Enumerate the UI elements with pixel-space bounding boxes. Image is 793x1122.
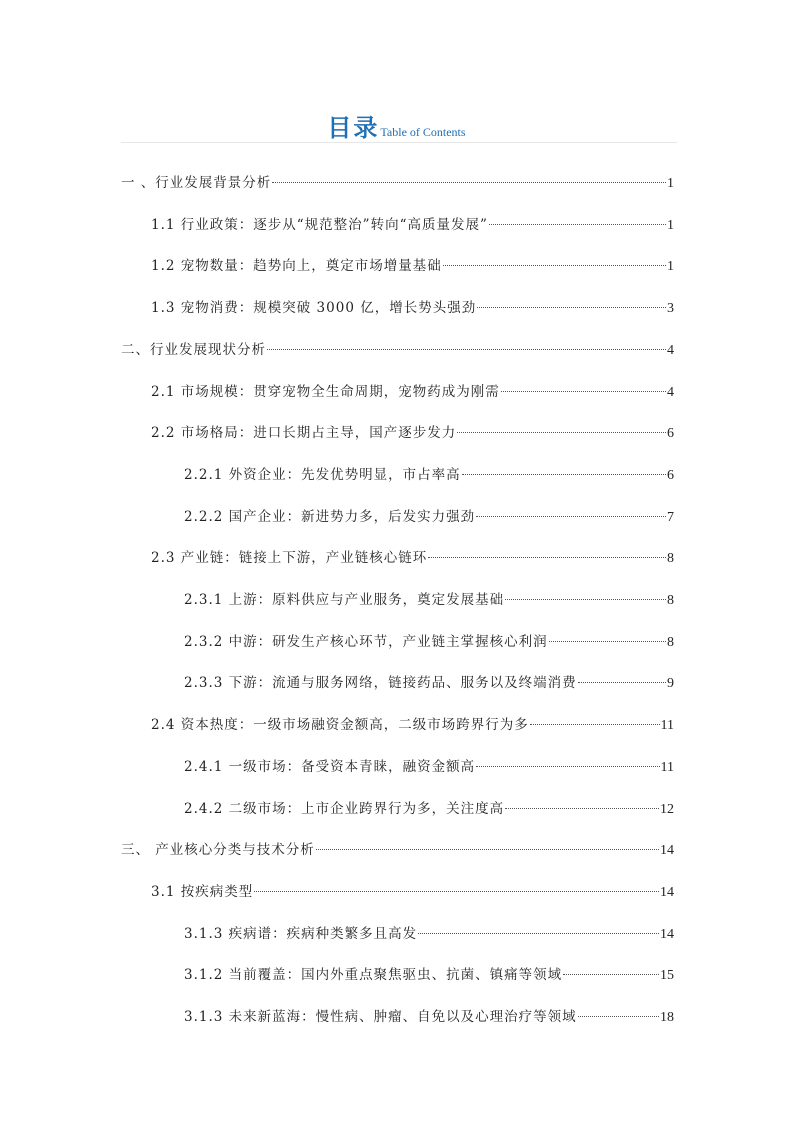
dot-leader [578, 682, 666, 683]
toc-entry-title: 3.1.3 疾病谱：疾病种类繁多且高发 [184, 925, 418, 942]
dot-leader [563, 974, 659, 975]
toc-entry-page-number: 1 [667, 176, 674, 191]
dot-leader [462, 474, 666, 475]
toc-entry[interactable] [184, 800, 674, 819]
dot-leader [457, 432, 666, 433]
toc-title-chinese: 目录 [327, 114, 380, 142]
dot-leader [418, 933, 659, 934]
toc-entry-title: 2.3.1 上游：原料供应与产业服务，奠定发展基础 [184, 592, 505, 608]
toc-entry-page-number: 11 [660, 718, 674, 734]
toc-entry-title: 2.3 产业链：链接上下游，产业链核心链环 [151, 550, 428, 567]
toc-entry-title: 2.4.1 一级市场：备受资本青睐，融资金额高 [184, 758, 476, 775]
dot-leader [272, 182, 666, 183]
dot-leader [501, 391, 666, 392]
toc-entry-title: 2.2 市场格局：进口长期占主导，国产逐步发力 [151, 425, 457, 442]
toc-entry[interactable] [151, 299, 674, 318]
dot-leader [476, 766, 659, 767]
toc-entry-title: 3.1.2 当前覆盖：国内外重点聚焦驱虫、抗菌、镇痛等领域 [184, 967, 563, 984]
toc-entry-page-number: 1 [667, 217, 674, 233]
dot-leader [476, 516, 666, 517]
toc-entry[interactable] [121, 841, 674, 860]
toc-entry[interactable] [184, 758, 674, 777]
toc-entry-title: 3.1 按疾病类型 [151, 883, 254, 900]
toc-entry-page-number: 12 [660, 801, 674, 817]
dot-leader [443, 265, 666, 266]
toc-entry-title: 二、行业发展现状分析 [121, 341, 266, 358]
toc-entry-page-number: 6 [667, 467, 674, 483]
toc-entry-title: 1.1 行业政策：逐步从“规范整治”转向“高质量发展” [151, 216, 488, 233]
toc-entry-title: 一 、行业发展背景分析 [121, 175, 272, 191]
toc-entry-title: 1.3 宠物消费：规模突破 3000 亿，增长势头强劲 [151, 300, 477, 317]
toc-entry[interactable] [184, 591, 674, 610]
toc-entry-title: 3.1.3 未来新蓝海：慢性病、肿瘤、自免以及心理治疗等领域 [184, 1009, 577, 1025]
toc-entry-page-number: 4 [667, 384, 674, 400]
toc-entry[interactable] [184, 966, 674, 985]
toc-entry[interactable] [184, 633, 674, 652]
toc-entry-title: 1.2 宠物数量：趋势向上，奠定市场增量基础 [151, 258, 442, 275]
toc-entry[interactable] [151, 883, 674, 902]
toc-entry-page-number: 7 [667, 509, 674, 525]
dot-leader [428, 557, 666, 558]
toc-entry[interactable] [151, 424, 674, 443]
toc-entry[interactable] [184, 466, 674, 485]
toc-entry-title: 2.3.2 中游：研发生产核心环节，产业链主掌握核心利润 [184, 633, 548, 650]
dot-leader [549, 641, 666, 642]
dot-leader [477, 307, 666, 308]
toc-title-english: Table of Contents [380, 125, 466, 139]
toc-entry[interactable] [121, 174, 674, 193]
toc-entry[interactable] [151, 549, 674, 568]
dot-leader [254, 891, 659, 892]
toc-entry-page-number: 14 [660, 843, 674, 859]
toc-entry-page-number: 8 [667, 634, 674, 650]
dot-leader [530, 724, 660, 725]
toc-entry[interactable] [151, 216, 674, 235]
dot-leader [505, 599, 666, 600]
heading-divider [121, 142, 677, 143]
toc-entry-page-number: 8 [667, 593, 674, 608]
toc-entry-page-number: 14 [660, 926, 674, 942]
dot-leader [316, 849, 659, 850]
toc-entry-title: 2.4 资本热度：一级市场融资金额高，二级市场跨界行为多 [151, 717, 529, 734]
toc-entry-title: 2.2.2 国产企业：新进势力多，后发实力强劲 [184, 508, 476, 525]
toc-entry-page-number: 11 [660, 759, 674, 775]
toc-entry-title: 2.3.3 下游：流通与服务网络，链接药品、服务以及终端消费 [184, 675, 577, 692]
dot-leader [489, 224, 666, 225]
toc-entry[interactable] [184, 1008, 674, 1027]
toc-entry-page-number: 1 [667, 259, 674, 275]
toc-entry-page-number: 6 [667, 426, 674, 442]
toc-entry-page-number: 15 [660, 968, 674, 984]
toc-entry-title: 2.1 市场规模：贯穿宠物全生命周期，宠物药成为刚需 [151, 383, 500, 400]
toc-entry[interactable] [184, 674, 674, 693]
toc-entry[interactable] [151, 383, 674, 402]
dot-leader [578, 1016, 659, 1017]
toc-entry-page-number: 4 [667, 342, 674, 358]
toc-entry-page-number: 14 [660, 884, 674, 900]
dot-leader [267, 349, 666, 350]
toc-entry-page-number: 9 [667, 676, 674, 692]
toc-entry-title: 2.2.1 外资企业：先发优势明显，市占率高 [184, 466, 461, 483]
toc-entry[interactable] [121, 341, 674, 360]
toc-entry-title: 三、 产业核心分类与技术分析 [121, 842, 315, 859]
toc-entry-page-number: 3 [667, 301, 674, 317]
toc-entry-title: 2.4.2 二级市场：上市企业跨界行为多，关注度高 [184, 800, 505, 817]
dot-leader [505, 808, 659, 809]
toc-entry[interactable] [151, 257, 674, 276]
toc-entry-page-number: 8 [667, 551, 674, 567]
toc-entry-page-number: 18 [660, 1010, 674, 1025]
toc-entry[interactable] [184, 925, 674, 944]
toc-entry[interactable] [184, 508, 674, 527]
toc-entry[interactable] [151, 716, 674, 735]
toc-heading [0, 108, 793, 143]
